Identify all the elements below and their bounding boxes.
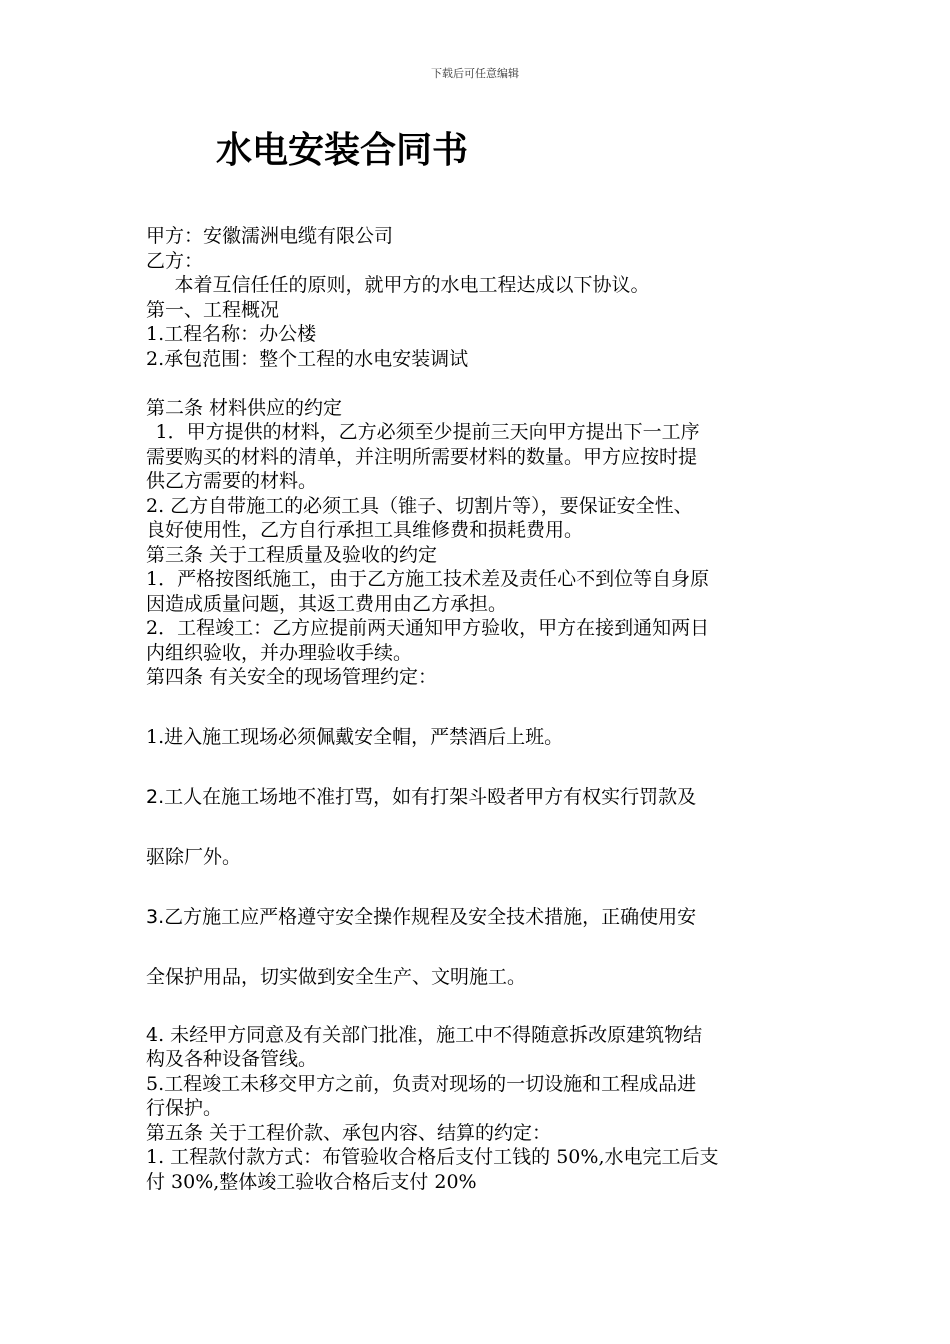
document-title: 水电安装合同书 — [216, 130, 469, 171]
section-5-item-1-line-1: 1. 工程款付款方式：布管验收合格后支付工钱的 50%,水电完工后支 — [146, 1146, 719, 1168]
section-4-item-4-line-1: 4. 未经甲方同意及有关部门批准，施工中不得随意拆改原建筑物结 — [146, 1023, 703, 1046]
section-1-heading: 第一、工程概况 — [146, 298, 280, 321]
section-4-item-5-line-1: 5.工程竣工未移交甲方之前，负责对现场的一切设施和工程成品进 — [146, 1072, 697, 1095]
section-3-item-2-line-2: 内组织验收，并办理验收手续。 — [146, 641, 413, 664]
section-4-item-1: 1.进入施工现场必须佩戴安全帽，严禁酒后上班。 — [146, 725, 564, 748]
section-4-item-3-line-2: 全保护用品，切实做到安全生产、文明施工。 — [146, 965, 527, 988]
section-3-item-1-line-2: 因造成质量问题，其返工费用由乙方承担。 — [146, 592, 508, 615]
section-4-item-2-line-1: 2.工人在施工场地不准打骂，如有打架斗殴者甲方有权实行罚款及 — [146, 785, 697, 808]
section-4-item-3-line-1: 3.乙方施工应严格遵守安全操作规程及安全技术措施，正确使用安 — [146, 905, 697, 928]
section-2-item-1-line-3: 供乙方需要的材料。 — [146, 470, 318, 492]
section-4-item-2-line-2: 驱除厂外。 — [146, 845, 242, 868]
section-2-heading: 第二条 材料供应的约定 — [146, 396, 343, 419]
header-note: 下载后可任意编辑 — [431, 67, 519, 80]
section-1-item-1: 1.工程名称：办公楼 — [146, 323, 317, 345]
party-b-line: 乙方： — [146, 249, 204, 272]
section-3-heading: 第三条 关于工程质量及验收的约定 — [146, 543, 438, 566]
section-4-item-5-line-2: 行保护。 — [146, 1097, 223, 1119]
section-5-item-1-line-2: 付 30%,整体竣工验收合格后支付 20% — [146, 1170, 477, 1193]
intro-paragraph: 本着互信任任的原则，就甲方的水电工程达成以下协议。 — [174, 274, 650, 296]
section-5-heading: 第五条 关于工程价款、承包内容、结算的约定： — [146, 1121, 552, 1144]
contract-body — [146, 224, 814, 1194]
section-2-item-2-line-1: 2. 乙方自带施工的必须工具（锥子、切割片等），要保证安全性、 — [146, 494, 693, 517]
section-2-item-1-line-2: 需要购买的材料的清单，并注明所需要材料的数量。甲方应按时提 — [146, 445, 698, 468]
blank-line — [146, 371, 814, 396]
section-2-item-1-line-1: 1．甲方提供的材料，乙方必须至少提前三天向甲方提出下一工序 — [155, 421, 700, 443]
party-a-line: 甲方：安徽濡洲电缆有限公司 — [146, 225, 394, 247]
section-3-item-1-line-1: 1．严格按图纸施工，由于乙方施工技术差及责任心不到位等自身原 — [146, 568, 710, 590]
section-2-item-2-line-2: 良好使用性，乙方自行承担工具维修费和损耗费用。 — [146, 519, 584, 541]
section-4-heading: 第四条 有关安全的现场管理约定： — [146, 666, 438, 688]
section-4-item-4-line-2: 构及各种设备管线。 — [146, 1048, 318, 1070]
section-1-item-2: 2.承包范围：整个工程的水电安装调试 — [146, 347, 469, 370]
section-3-item-2-line-1: 2．工程竣工：乙方应提前两天通知甲方验收，甲方在接到通知两日 — [146, 617, 710, 639]
